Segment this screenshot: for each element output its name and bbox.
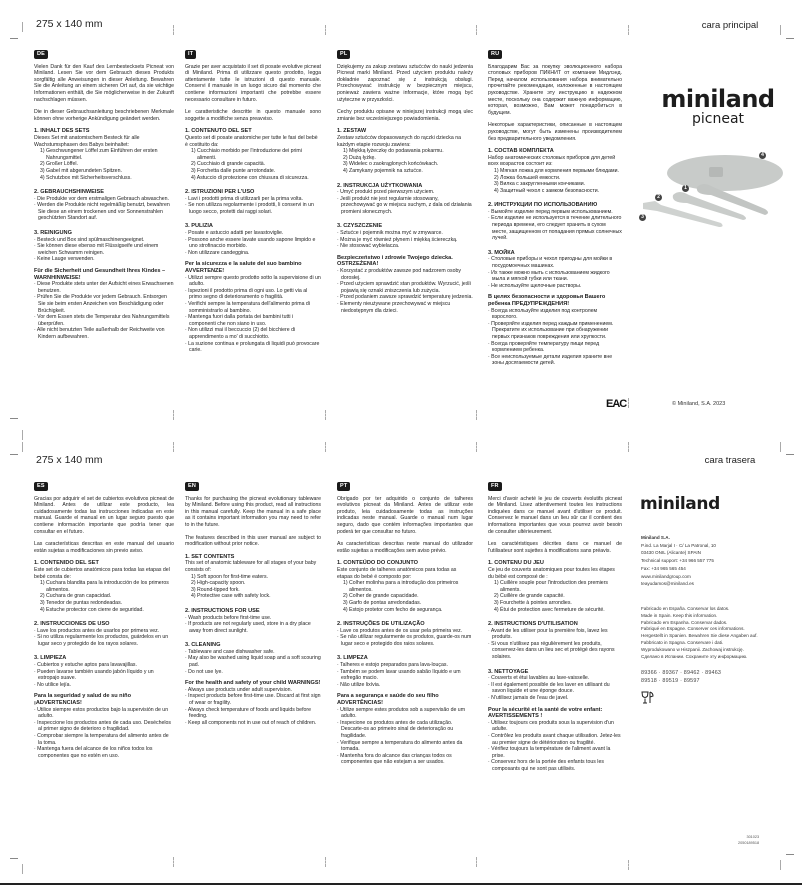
face-label: cara trasera [704,455,756,466]
language-badge: EN [185,482,199,491]
section-title: 2. INSTRUÇÕES DE UTILIZAÇÃO [337,621,425,628]
warning-item: · Contrôlez les produits avant chaque utilisation. Jetez-les au premier signe de détérioration ou fragilité. [488,733,621,746]
warning-item: · Mantenga fuori dalla portata dei bambini tutti i componenti che non siano in uso. [185,314,294,327]
brand-block [653,85,783,127]
warning-item: · Vérifiez toujours la température de l'aliment avant la prise. [488,746,611,759]
intro-text: Vielen Dank für den Kauf des Lernbestecksets Picneat von Miniland. Lesen Sie vor dem Gebrauch dieses Produkts sorgfältig alle Anweisungen in dieser Anleitung. Bewahren Sie die Anleitung an einem sicheren Ort auf, da sie wichtige Informationen enthält, die Sie möglicherweise in der Zukunft nachschlagen müssen. [34,63,174,103]
intro-text: Gracias por adquirir el set de cubiertos evolutivos picneat de Miniland. Antes de utilizar este producto, lea cuidadosamente todas las instrucciones indicadas en este manual. Guarde el manual en un lugar seguro puesto que contiene información importante que podría tener que consultar en el futuro. [34,495,174,535]
section-title: 2. INSTRUCCIONES DE USO [34,621,110,628]
warning-item: · Utilize sempre estes produtos sob a supervisão de um adulto. [337,706,466,720]
bullet-item: · Se não utilizar regularmente os produtos, guarde-os num lugar seco e protegido dos raios solares. [337,634,472,647]
bullet-item: · Não utilize lixívia. [337,681,381,688]
made-in-line: Fabbricato in Spagna. Conservare i dati. [641,639,724,645]
crop-mark [10,418,18,419]
bullet-item: · Pueden lavarse también usando jabón líquido y un estropajo suave. [34,668,154,682]
warning-item: · Prüfen Sie die Produkte vor jedem Gebrauch. Entsorgen Sie sie beim ersten Anzeichen von Beschädigung oder Brüchigkeit. [34,294,167,314]
language-badge: PT [337,482,350,491]
language-badge: ES [34,482,48,491]
warning-item: · Всегда используйте изделия под контролем взрослого. [488,307,598,321]
bullet-item: · Można je myć również płynem i miękką ściereczką. [337,236,458,243]
bullet-item: · Cubiertos y estuche aptos para lavavajillas. [34,662,137,669]
section-intro: Zestaw sztućców dopasowanych do rączki dziecka na każdym etapie rozwoju zawiera: [337,134,461,148]
fold-mark [325,442,326,452]
column-de [34,50,174,341]
crop-mark [780,860,781,870]
fold-mark [325,410,326,420]
fold-mark [325,857,326,867]
list-item: 1) Cuchara blandita para la introducción de los primeros alimentos. [40,580,169,593]
address-line: P.ind. La Marjal I · C/ La Patronal, 10 [641,542,716,548]
brand-logo: miniland [661,85,775,113]
bullet-item: · If products are not regularly used, store in a dry place away from direct sunlight. [185,621,311,634]
section-title: 3. CZYSZCZENIE [337,223,383,230]
list-item: 2) Großer Löffel. [40,161,78,168]
warning-item: · Przed podaniem zawsze sprawdzić temperaturę jedzenia. [337,294,473,301]
bullet-item: · N'utilisez jamais de l'eau de javel. [488,695,569,702]
bullet-item: · Sie können diese ebenso mit Flüssigseife und einem weichen Schwamm reinigen. [34,243,159,256]
callout-2: 2 [655,194,662,201]
fold-mark [628,442,629,452]
list-item: 3) Вилка с закругленными кончиками. [494,181,586,188]
section-title: 3. LIMPEZA [337,655,368,662]
list-item: 3) Forchetta dalle punte arrotondate. [191,167,276,174]
bullet-item: · May also be washed using liquid soap and a soft scouring pad. [185,655,321,669]
section-title: 3. LIMPIEZA [34,655,67,662]
crop-mark [22,442,23,452]
section-title: 3. NETTOYAGE [488,668,529,675]
bullet-item: · Lavi i prodotti prima di utilizzarli per la prima volta. [185,195,303,202]
column-pt [337,482,473,766]
warning-item: · Проверяйте изделия перед каждым применением. Прекратите их использование при обнаружении первых признаков повреждения или хрупкости. [488,320,614,340]
bullet-item: · Couverts et étui lavables au lave-vaisselle. [488,675,590,682]
reference-line: 89518 · 89519 · 89597 [641,677,700,684]
section-intro: Dieses Set mit anatomischem Besteck für alle Wachstumsphasen des Babys beinhaltet: [34,134,140,148]
cutlery-set-illustration [625,145,800,235]
fold-mark [173,410,174,420]
print-code [738,835,759,846]
made-in-line: Wyprodukowano w Hiszpanii. Zachowaj instrukcję. [641,646,744,652]
column-ru [488,50,622,367]
bullet-item: · Wash products before first-time use. [185,614,272,621]
section-title: 1. CONTENU DU JEU [488,560,544,567]
list-item: 4) Zamykany pojemnik na sztućce. [343,167,423,174]
list-item: 3) Fourchette à pointes arrondies. [494,599,572,606]
fold-mark [173,857,174,867]
warning-item: · Всегда проверяйте температуру пищи перед кормлением ребенка. [488,340,600,354]
list-item: 1) Soft spoon for first-time eaters. [191,573,268,580]
warning-item: · Korzystać z produktów zawsze pod nadzorem osoby dorosłej. [337,268,461,281]
made-in-line: Fabriqué en Espagne. Conserver ces informations. [641,626,745,632]
bullet-item: · Jeśli produkt nie jest regularnie stosowany, przechowywać go w miejscu suchym, z dala od działania promieni słonecznych. [337,195,472,215]
section-intro: Ce jeu de couverts anatomiques pour toutes les étapes du bébé est composé de : [488,566,615,580]
support-phone: Technical support: +34 966 557 775 [641,558,714,564]
warning-item: · Non utilizzi mai il beccuccio (2) del bicchiere di apprendimento a mo' di succhiotto. [185,327,296,340]
intro-text: Merci d'avoir acheté le jeu de couverts évolutifs picneat de Miniland. Lisez attentivement toutes les instructions indiquées dans ce manuel avant d'utiliser ce produit. Conservez le manuel dans un lieu sûr car il contient des informations importantes que vous pourrez avoir besoin de consulter ultérieurement. [488,495,622,535]
callout-3: 3 [639,214,646,221]
list-item: 2) Colher de grande capacidade. [343,593,419,600]
section-intro: Este set de cubiertos anatómicos para todas las etapas del bebé consta de: [34,566,170,580]
section-title: 3. МОЙКА [488,249,515,256]
section-title: 1. INHALT DES SETS [34,128,90,135]
warning-item: · Mantenha fora do alcance das crianças todos os componentes que não estejam a ser usados. [337,752,452,766]
list-item: 2) Cucchiaio di grande capacità. [191,161,266,168]
section-title: 1. SET CONTENTS [185,553,235,560]
made-in-statements [641,606,758,660]
bullet-item: · Umyć produkt przed pierwszym użyciem. [337,189,435,196]
warning-item: · Conservez hors de la portée des enfants tous les composants qui ne sont pas utilisés. [488,759,604,772]
notice-text: Некоторые характеристики, описанные в настоящем руководстве, могут быть изменены производителем без предварительного уведомления. [488,122,622,142]
made-in-line: Fabricado em Espanha. Conservar dados. [641,619,728,625]
column-it [185,50,321,354]
bullet-item: · Avant de les utiliser pour la première fois, lavez les produits. [488,627,608,641]
column-es [34,482,174,759]
list-item: 1) Geschwungener Löffel zum Einführen der ersten Nahrungsmittel. [40,148,158,161]
intro-text: Obrigado por ter adquirido o conjunto de talheres evolutivos picneat da Miniland. Antes de utilizar este produto, leia cuidadosamente todas as instruções indicadas neste manual. Guarde o manual num lugar seguro, dado que contém informações importantes que poderá ter que consultar no futuro. [337,495,473,535]
section-title: 1. ZESTAW [337,128,367,135]
section-title: 1. CONTENUTO DEL SET [185,128,252,135]
list-item: 2) High-capacity spoon. [191,580,246,587]
warning-item: · Comprobar siempre la temperatura del alimento antes de la toma. [34,733,169,746]
warning-item: · Elementy nieużywane przechowywać w miejscu niedostępnym dla dzieci. [337,301,451,314]
copyright-notice: © Miniland, S.A. 2023 [672,401,726,407]
warnings-title: В целях безопасности и здоровья Вашего ребенка ПРЕДУПРЕЖДЕНИЯ! [488,294,606,307]
bullet-item: · Nie stosować wybielacza. [337,243,400,250]
warnings-title: Para a segurança e saúde do seu filho ADVERTÊNCIAS! [337,693,439,707]
crop-mark [22,430,23,440]
email: teayudamos@miniland.es [641,581,694,587]
list-item: 1) Miękką łyżeczkę do podawania pokarmu. [343,148,444,155]
made-in-line: Fabricado en España. Conservar los datos. [641,606,730,611]
language-badge: PL [337,50,350,59]
bullet-item: · Die Produkte vor dem erstmaligen Gebrauch abwaschen. [34,195,169,202]
intro-text: Благодарим Вас за покупку эволюционного набора столовых приборов ПИКНИТ от компании Мидлэнд. Перед началом использования набора внимательно прочитайте рекомендации, изложенные в настоящем руководстве. Храните эту инструкцию в надежном месте, поскольку она содержит важную информацию, которая, возможно, Вам может понадобиться в будущем. [488,63,622,116]
warning-item: · Diese Produkte stets unter der Aufsicht eines Erwachsenen benutzen. [34,281,174,294]
size-label: 275 x 140 mm [36,18,103,30]
bullet-item: · Их также можно мыть с использованием жидкого мыла и мягкой губки или ткани. [488,269,610,283]
section-title: 1. CONTEÚDO DO CONJUNTO [337,560,419,567]
list-item: 3) Garfo de pontas arredondadas. [343,599,422,606]
column-pl [337,50,473,314]
bullet-item: · Il est également possible de les laver en utilisant du savon liquide et une éponge douce. [488,681,610,695]
print-reference: 2050189518 [738,840,760,845]
fold-mark [628,398,629,408]
bullet-item: · Sztućce i pojemnik można myć w zmywarce. [337,230,443,237]
face-label: cara principal [701,20,759,31]
warning-item: · Inspeccione los productos antes de cada uso. Deséchelos al primer signo de deterioro o fragilidad. [34,719,171,733]
section-title: 1. CONTENIDO DEL SET [34,560,99,567]
section-intro: This set of anatomic tableware for all stages of your baby consists of: [185,560,317,573]
warning-item: · Alle nicht benutzten Teile außerhalb der Reichweite von Kindern aufbewahren. [34,327,165,340]
column-fr [488,482,622,773]
company-name: Miniland S.A. [641,535,670,540]
bullet-item: · Если изделие не используется в течение длительного периода времени, его следует хранить в сухом месте, защищенном от попадания прямых солнечных лучей. [488,215,622,242]
bullet-item: · Talheres e estojo preparados para lava-louças. [337,662,448,669]
warning-item: · Verifichi sempre la temperatura dell'alimento prima di somministrarlo al bambino. [185,301,310,314]
notice-text: Les caractéristiques décrites dans ce manuel de l'utilisateur sont sujettes à modifications sans préavis. [488,541,622,554]
list-item: 2) Dużą łyżkę. [343,154,376,161]
section-title: 2. ИНСТРУКЦИИ ПО ИСПОЛЬЗОВАНИЮ [488,202,598,209]
section-title: 2. INSTRUCTIONS FOR USE [185,607,260,614]
fax-number: Fax: +34 965 565 454 [641,565,686,571]
warning-item: · Always use products under adult supervision. [185,686,292,693]
warnings-title: Para la seguridad y salud de su niño ¡ADVERTENCIAS! [34,693,131,707]
crop-mark [786,454,794,455]
list-item: 1) Colher molinha para a introdução dos primeiros alimentos. [343,580,459,593]
food-safe-icon [641,691,655,705]
made-in-line: Hergestellt in Spanien. Bewahren Sie diese Angaben auf. [641,633,758,639]
warning-item: · Inspecione os produtos antes de cada utilização. Descarte-os ao primeiro sinal de deterioração ou fragilidade. [337,719,454,739]
crop-mark [10,858,18,859]
back-sheet [0,442,802,884]
section-title: 2. INSTRUKCJA UŻYTKOWANIA [337,182,423,189]
notice-text: Las características descritas en este manual del usuario están sujetas a modificaciones sin previo aviso. [34,541,174,554]
column-en [185,482,321,726]
bullet-item: · Non utilizzare candeggina. [185,249,250,256]
section-intro: Este conjunto de talheres anatómicos para todas as etapas do bebé é composto por: [337,566,457,580]
print-date: 301023 [746,835,760,839]
section-title: 3. REINIGUNG [34,230,72,237]
product-name: picneat [691,111,745,127]
bullet-item: · No utilice lejía. [34,681,71,688]
language-badge: IT [185,50,196,59]
list-item: 4) Estuche protector con cierre de seguridad. [40,606,144,613]
fold-mark [173,25,174,35]
section-title: 3. PULIZIA [185,223,213,230]
bullet-item: · Keine Lauge verwenden. [34,256,95,263]
website: www.minilandgroup.com [641,573,691,579]
section-intro: Questo set di posate anatomiche per tutte le fasi del bebè è costituito da: [185,134,318,148]
notice-text: As características descritas neste manual do utilizador estão sujeitas a modificações sem aviso prévio. [337,541,473,554]
crop-mark [780,442,781,452]
fold-mark [476,410,477,420]
list-item: 2) Cuchara de gran capacidad. [40,593,112,600]
list-item: 4) Schutzbox mit Sicherheitsverschluss. [40,174,132,181]
notice-text: The features described in this user manual are subject to modification without prior notice. [185,534,321,548]
crop-mark [22,22,23,32]
warnings-title: Für die Sicherheit und Gesundheit Ihres Kindes – WARNHINWEISE! [34,268,166,281]
list-item: 4) Estojo protetor com fecho de segurança. [343,606,443,613]
warning-item: · Vor dem Essen stets die Temperatur des Nahrungsmittels überprüfen. [34,314,170,327]
eac-certification-mark: EAC [606,398,627,410]
list-item: 4) Étui de protection avec fermeture de sécurité. [494,606,605,613]
reference-line: 89366 · 89367 · 89462 · 89463 [641,670,722,676]
bullet-item: · Werden die Produkte nicht regelmäßig benutzt, bewahren Sie diese an einem trockenen und vor Sonnenstrahlen geschützten Standort auf. [34,202,170,222]
crop-mark [10,454,18,455]
bullet-item: · Possono anche essere lavate usando sapone limpido e uno strofinaccio morbido. [185,236,316,250]
section-title: 2. INSTRUCTIONS D'UTILISATION [488,621,578,628]
warnings-title: For the health and safety of your child WARNINGS! [185,680,321,687]
list-item: 2) Cuillère de grande capacité. [494,593,565,600]
section-intro: Набор анатомических столовых приборов для детей всех возрастов состоит из: [488,154,616,168]
warning-item: · Utilice siempre estos productos bajo la supervisión de un adulto. [34,706,169,720]
bullet-item: · Também se podem lavar usando sabão líquido e um esfregão macio. [337,668,461,682]
list-item: 4) Protective case with safety lock. [191,593,271,600]
warnings-title: Per la sicurezza e la salute del suo bambino AVVERTENZE! [185,261,302,275]
front-sheet [0,0,802,442]
notice-text: Le caratteristiche descritte in questo manuale sono soggette a modifiche senza preavviso. [185,109,321,122]
made-in-line: Made in Spain. Keep this information. [641,612,718,618]
language-badge: FR [488,482,502,491]
bullet-item: · Se non utilizza regolarmente i prodotti, li conservi in un luogo secco, protetti dai raggi solari. [185,202,314,215]
list-item: 1) Cucchiaio morbido per l'introduzione dei primi alimenti. [191,148,302,161]
bullet-item: · Si no utiliza regularmente los productos, guárdelos en un lugar seco y protegido de los rayos solares. [34,634,169,647]
bullet-item: · Не используйте щелочные растворы. [488,282,582,289]
section-title: 2. GEBRAUCHSHINWEISE [34,189,104,196]
warning-item: · Ispezioni il prodotto prima di ogni uso. Lo getti via al primo segno di deterioramento o fragilità. [185,287,308,301]
list-item: 3) Round-tipped fork. [191,586,240,593]
fold-mark [476,25,477,35]
fold-mark [628,860,629,870]
fold-mark [628,25,629,35]
callout-1: 1 [682,185,689,192]
brand-logo: miniland [640,494,720,514]
made-in-line: Сделано в Испании. Сохраните эту информацию. [641,653,748,659]
bullet-item: · Вымойте изделие перед первым использованием. [488,208,613,215]
warning-item: · Keep all components not in use out of reach of children. [185,719,317,726]
company-address [641,534,716,588]
list-item: 3) Gabel mit abgerundeten Spitzen. [40,167,122,174]
notice-text: Die in dieser Gebrauchsanleitung beschriebenen Merkmale können ohne vorherige Ankündigung geändert werden. [34,109,174,122]
intro-text: Thanks for purchasing the picneat evolutionary tableware by Miniland. Before using this product, read all instructions in this manual carefully. Keep the manual in a safe place as it contains important information you may need to refer to in the future. [185,495,321,528]
section-title: 2. ISTRUZIONI PER L'USO [185,189,255,196]
crop-mark [780,25,781,35]
intro-text: Dziękujemy za zakup zestawu sztućców do nauki jedzenia Picneat marki Miniland. Przed użyciem produktu należy dokładnie zapoznać się z instrukcją obsługi. Przechowywać instrukcję w bezpiecznym miejscu, ponieważ zawiera ważne informacje, które mogą być użyteczne w przyszłości. [337,63,473,103]
bullet-item: · Do not use lye. [185,668,223,675]
list-item: 4) Astuccio di protezione con chiusura di sicurezza. [191,174,309,181]
warning-item: · La suzione continua e prolungata di liquidi può provocare carie. [185,340,320,354]
warning-item: · Mantenga fuera del alcance de los niños todos los componentes que no estén en uso. [34,746,153,759]
size-label: 275 x 140 mm [36,454,103,466]
fold-mark [173,442,174,452]
warning-item: · Always check temperature of foods and liquids before feeding. [185,706,312,720]
list-item: 3) Tenedor de puntas redondeadas. [40,599,123,606]
warning-item: · Все неиспользуемые детали изделия храните вне зоны досягаемости детей. [488,353,613,367]
bullet-item: · Lave os produtos antes de os usar pela primeira vez. [337,627,463,634]
list-item: 4) Защитный чехол с замком безопасности. [494,187,600,194]
warning-item: · Utilisez toujours ces produits sous la supervision d'un adulte. [488,719,614,733]
warnings-title: Bezpieczeństwo i zdrowie Twojego dziecka. OSTRZEŻENIA! [337,254,453,268]
bullet-item: · Si vous n'utilisez pas régulièrement les produits, conservez-les dans un lieu sec et protégé des rayons solaires. [488,640,615,661]
notice-text: Cechy produktu opisane w niniejszej instrukcji mogą ulec zmianie bez wcześniejszego powiadomienia. [337,109,473,122]
crop-mark [786,854,794,855]
fold-mark [325,25,326,35]
crop-mark [786,38,794,39]
warning-item: · Utilizzi sempre questo prodotto sotto la supervisione di un adulto. [185,274,321,288]
product-references [641,670,721,685]
bullet-item: · Besteck und Box sind spülmaschinengeeignet. [34,236,145,243]
language-badge: DE [34,50,48,59]
warning-item: · Przed użyciem sprawdzić stan produktów. Wyrzucić, jeśli pojawią się oznaki zniszczenia lub zużycia. [337,281,471,294]
fold-mark [476,442,477,452]
section-title: 3. CLEANING [185,642,221,649]
crop-mark [10,38,18,39]
callout-4: 4 [759,152,766,159]
intro-text: Grazie per aver acquistato il set di posate evolutive picneat di Miniland. Prima di utilizzare questo prodotto, legga attentamente tutte le istruzioni di questo manuale. Conservi il manuale in un luogo sicuro dal momento che contiene informazioni importanti che potrebbe essere necessario consultare in futuro. [185,63,321,103]
bullet-item: · Lave los productos antes de usarlos por primera vez. [34,627,160,634]
warnings-title: Pour la sécurité et la santé de votre enfant: AVERTISSEMENTS ! [488,706,603,720]
list-item: 1) Мягкая ложка для кормления первыми блюдами. [494,167,619,174]
crop-mark [22,864,23,874]
bullet-item: · Posate e astuccio adatti per lavastoviglie. [185,230,284,237]
warning-item: · Verifique sempre a temperatura do alimento antes da tomada. [337,739,463,753]
list-item: 1) Cuillère souple pour l'introduction des premiers aliments. [494,580,609,593]
list-item: 2) Ложка большей емкости. [494,174,561,181]
bullet-item: · Столовые приборы и чехол пригодны для мойки в посудомоечных машинах. [488,256,613,270]
cutlery-illustration-icon [625,145,800,235]
warning-item: · Inspect products before first-time use. Discard at first sign of wear or fragility. [185,693,321,707]
fold-mark [476,857,477,867]
language-badge: RU [488,50,502,59]
address-line: 03430 ONIL (Alicante) SPAIN [641,550,702,556]
section-title: 1. СОСТАВ КОМПЛЕКТА [488,148,554,155]
bullet-item: · Tableware and case dishwasher safe. [185,648,275,655]
list-item: 3) Widelec o zaokrąglonych końcówkach. [343,161,439,168]
